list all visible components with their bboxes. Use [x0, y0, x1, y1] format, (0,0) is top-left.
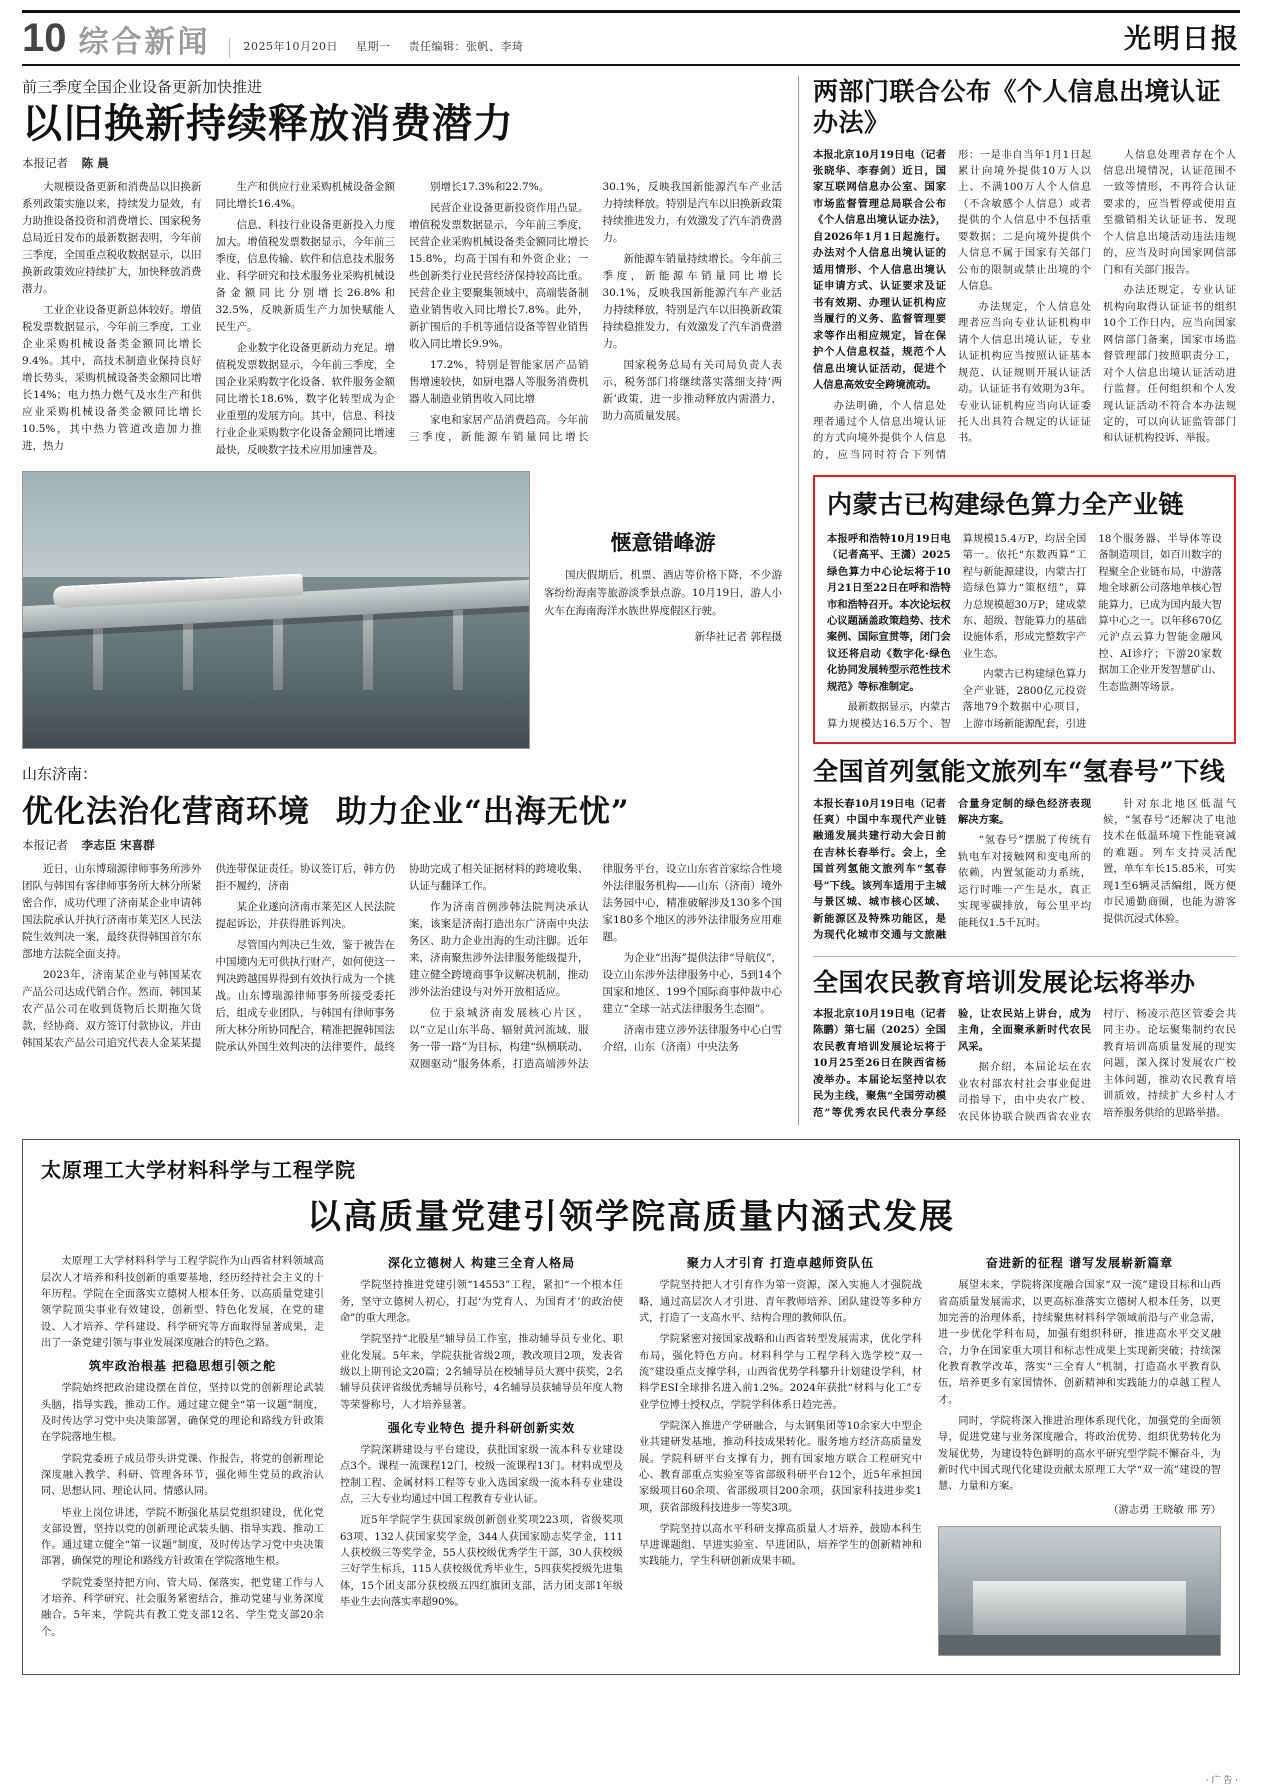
paragraph: 学院紧密对接国家战略和山西省转型发展需求，优化学科布局，强化特色方向。材料科学与工程学科入选学校“双一流”建设重点支撑学科，山西省优势学科攀升计划建设学科，材料学ESI全球排名进入前1.2%。2024年获批“材料与化工”专业学位博士授权点，学院学科体系日趋完善。	[639, 1334, 922, 1411]
paragraph: 国家税务总局有关司局负责人表示，税务部门将继续落实落细支持‘两新’政策，进一步推动释放内需潜力，助力高质量发展。	[602, 359, 782, 422]
lead-kicker: 前三季度全国企业设备更新加快推进	[22, 78, 263, 96]
ad-label: · 广 告 ·	[1205, 1776, 1238, 1786]
paragraph-lead: 本报呼和浩特10月19日电（记者高平、王潇）2025绿色算力中心论坛将于10月21日至22日在呼和浩特市和浩特召开。本次论坛权心议题涵盖政策趋势、技术案例、国际宣贯等，闭门会议还将启动《数字化·绿色化协同发展转型示范性技术规范》等标准制定。	[827, 532, 951, 693]
paragraph: 学院党委坚持把方向、管大局、保落实，把党建工作与人才培养、科学研究、社会服务紧密结合，推动党建与业务深度融合。5年来，学院共有教工党支部12名、学生党支部20余个。	[41, 1577, 324, 1638]
subhead: 筑牢政治根基 把稳思想引领之舵	[88, 1359, 277, 1374]
paragraph: 尽管国内判决已生效，鉴于被告在中国境内无可供执行财产，如何使这一判决跨越国界得到有效执行成为一个挑战。山东博瑞源律师事务所接受委托后，组成专业团队，与韩国有律师事务所大林分所协同配合，精准把握韩国法院承认外国生效判决的法律要件，最终协助完成了相关证据材料的跨境收集、认证与翻译工作。	[215, 863, 589, 1053]
paragraph: 学院始终把政治建设摆在首位，坚持以党的创新理论武装头脑，指导实践，推动工作。通过建立健全“第一议题”制度，及时传达学习党中央决策部署，确保党的理论和路线方针政策在学院落地生根。	[41, 1383, 324, 1444]
paragraph: 学院深入推进产学研融合，与太钢集团等10余家大中型企业共建研发基地，推动科技成果转化。服务地方经济高质量发展。学院科研平台支撑有力，拥有国家地方联合工程研究中心、教育部重点实验室等省部级科研平台12个，近5年承担国家级项目60余项、省部级项目200余项，获国家科技进步奖1项，获省部级科技进步一等奖3项。	[639, 1420, 922, 1514]
paragraph-lead: 本报北京10月19日电（记者陈鹏）第七届（2025）全国农民教育培训发展论坛将于10月25至26日在陕西省杨凌举办。本届论坛坚持以农民为主线，聚焦“全国劳动模范”等优秀农民代表分享经验，让农民站上讲台，成为主角，全面聚承新时代农民风采。	[813, 1008, 1091, 1119]
advertorial-column-3	[639, 1254, 922, 1656]
jinan-body	[22, 861, 782, 1073]
advertorial-block	[22, 1139, 1240, 1675]
paragraph: 为企业“出海”提供法律“导航仪”，设立山东涉外法律服务中心，5到14个国家和地区、199个国际商事仲裁中心建立“全球一站式法律服务生态圈”。	[602, 952, 782, 1015]
paragraph: 学院坚持“北股星”辅导员工作室，推动辅导员专业化、职业化发展。5年来，学院获批省级2项，教改项目2项，发表省级以上期刊论文20篇；2名辅导员在校辅导员大赛中获奖，2名辅导员获评省级优秀辅导员称号，4名辅导员获辅导员年度人物等荣誉称号，人才培养显著。	[340, 1334, 623, 1411]
publish-date: 2025年10月20日	[243, 40, 338, 53]
byline-name: 陈 晨	[81, 156, 109, 170]
story-body-hydrogen-train	[813, 796, 1236, 944]
byline-name: 李志臣 宋喜群	[81, 838, 155, 852]
paragraph: 工业企业设备更新总体较好。增值税发票数据显示，今年前三季度，工业企业采购机械设备类金额同比增长9.4%。其中，高技术制造业保持良好增长势头，采购机械设备类金额同比增长14%；电力热力燃气及水生产和供应业采购机械设备类金额同比增长10.5%，其中热力管道改造加力推进，热力	[22, 304, 202, 452]
paragraph: 某企业遂向济南市莱芜区人民法院提起诉讼，并获得胜诉判决。	[215, 901, 395, 930]
jinan-headline-left: 优化法治化营商环境	[22, 794, 310, 830]
byline-label: 本报记者	[22, 838, 68, 852]
paragraph: 办法规定，个人信息处理者应当向专业认证机构申请个人信息出境认证，专业认证机构应当按照认证基本规范、认证规则开展认证活动。认证证书有效期为3年。专业认证机构应当向认证委托人出具符合规定的认证证书。	[958, 300, 1091, 445]
photo-credit: 新华社记者 郭程摄	[694, 630, 782, 643]
story-body-farmer-forum	[813, 1006, 1236, 1125]
paragraph: 2023年，济南某企业与韩国某农产品公司达成代销合作。然而，韩国某农产品公司在收到货物后长期拖欠货款，经协商、双方签订付款协议，并由韩国某农产品公司追究代表人金某某提供连带保证责任。协议签订后，韩方仍拒不履约，济南	[22, 863, 395, 1049]
byline-label: 本报记者	[22, 156, 68, 170]
paragraph: 生产和供应行业采购机械设备金额同比增长16.4%。	[215, 181, 395, 210]
paragraph: 民营企业设备更新投资作用凸显。增值税发票数据显示，今年前三季度，民营企业采购机械设备类金额同比增长15.8%，均高于国有和外资企业；一些创新类行业民营经济保持较高比重。民营企业主要聚集领域中，高端装备制造业销售收入同比增长7.8%。此外，新扩围后的手机等通信设备等智业销售收入同比增长9.9%。	[409, 202, 589, 350]
lead-body	[22, 179, 782, 459]
editors: 责任编辑：张帆、李琦	[408, 40, 524, 53]
advertorial-headline: 以高质量党建引领学院高质量内涵式发展	[307, 1197, 955, 1238]
paragraph: 内蒙古已构建绿色算力全产业链，2800亿元投资落地79个数据中心项目，上游市场新能源配套，引进18个服务器、半导体等设备制造项目，如百川数字的程聚全企业链布局，中游落地全球新公司落地单核心智能算力，已成为国内最大智算中心之一。以年移670亿元沪点云算力智能金融风控、AI诊疗；下游20家数据加工企业开发智慧矿山、生态监测等场景。	[962, 532, 1222, 730]
paragraph: 办法明确，个人信息处理者通过个人信息出境认证的方式向境外提供个人信息的，应当同时符合下列情形：一是非自当年1月1日起累计向境外提供10万人以上、不满100万人个人信息（不含敏感个人信息）或者提供的个人信息中不包括重要数据；二是向境外提供个人信息不属于国家有关部门公布的限制或禁止出境的个人信息。	[813, 148, 1091, 461]
paper-logo: 光明日报	[1124, 24, 1240, 55]
paragraph: 企业数字化设备更新动力充足。增值税发票数据显示，今年前三季度，全国企业采购数字化设备、软件服务金额同比增长18.6%，数字化转型成为企业重塑的发展方向。其中，信息、科技行业企业采购数字化设备金额同比增速最快，反映数字技术应用加速普及。	[215, 342, 395, 456]
lead-headline: 以旧换新持续释放消费潜力	[22, 100, 514, 147]
right-column	[798, 76, 1236, 1125]
paragraph: 大规模设备更新和消费品以旧换新系列政策实施以来，持续发力显效，有力助推设备投资和消费增长、国家税务总局近日发布的最新数据表明，今年前三季度，全国重点税收数据显示，以旧换新政策效应持续扩大，加快释放消费潜力。	[22, 181, 202, 295]
paragraph-lead: 本报北京10月19日电（记者张晓华、李春剑）近日，国家互联网信息办公室、国家市场监督管理总局联合公布《个人信息出境认证办法》，自2026年1月1日起施行。办法对个人信息出境认证的适用情形、个人信息出境认证申请方式、认证要求及证书有效期、办理认证机构应当履行的义务、监督管理要求等作出相应规定，旨在保护个人信息权益，规范个人信息出境认证活动，促进个人信息高效安全跨境流动。	[813, 148, 946, 392]
subhead: 深化立德树人 构建三全育人格局	[387, 1256, 576, 1271]
paragraph: 学院坚持以高水平科研支撑高质量人才培养，鼓励本科生早进课题组、早进实验室、早进团队，培养学生的创新精神和实践能力，学生科研创新成果丰硕。	[639, 1523, 922, 1568]
advertorial-column-2	[340, 1254, 623, 1656]
story-body-neimenggu	[827, 531, 1222, 733]
paragraph: 学院坚持把人才引育作为第一资源，深入实施人才强院战略，通过高层次人才引进、青年教师培养、团队建设等多种方式，打造了一支高水平、结构合理的教师队伍。	[639, 1280, 922, 1325]
paragraph: 近5年学院学生获国家级创新创业奖项223项，省级奖项63项、132人获国家奖学金，344人获国家励志奖学金，111人获校级三等奖学金，55人获校级优秀学生干部，30人获校级三好学生标兵，115人获校级优秀毕业生，5四获奖授级先进集体，15个团支部分获校级五四红旗团支部，活力团支部1年级毕业生去向落实率超90%。	[340, 1515, 623, 1608]
subhead: 聚力人才引育 打造卓越师资队伍	[686, 1256, 875, 1271]
paragraph: 位于泉城济南发展核心片区，以“立足山东半岛、辐射黄河流域、服务一带一路”为目标，构建“纵横联动、双圈驱动”服务体系，打造高端涉外法律服务平台，设立山东省首家综合性境外法律服务机构——山东（济南）境外法务园中心，精准破解涉及130多个国家180多个地区的涉外法律服务应用难题。	[409, 863, 782, 1070]
advertorial-photo	[938, 1526, 1221, 1656]
masthead	[22, 17, 1240, 66]
jinan-headline	[22, 786, 782, 831]
paragraph: 近日，山东博瑞源律师事务所涉外团队与韩国有客律师事务所大林分所紧密合作，成功代理了济南某企业申请韩国法院承认并执行济南市莱芜区人民法院生效判决一案，最终获得韩国首尔东部地方法院全面支持。	[22, 863, 202, 960]
paragraph: 济南市建立涉外法律服务中心白雪介绍，山东（济南）中央法务	[602, 1024, 782, 1053]
story-headline-neimenggu: 内蒙古已构建绿色算力全产业链	[827, 490, 1185, 520]
story-body-personal-info	[813, 147, 1236, 464]
photo-feature	[22, 471, 782, 749]
photo-caption: 国庆假期后，机票、酒店等价格下降，不少游客纷纷海南等旅游淡季景点游。10月19日，游人小火车在海南海洋水族世界度假区行驶。	[544, 569, 782, 617]
paragraph: 作为济南首例涉韩法院判决承认案，该案是济南打造出东广济南中央法务区、助力企业出海的生动注脚。近年来，济南聚焦涉外法律服务能级提升，建立健全跨境商事争议解决机制，推动涉外法治建设与对外开放相适应。	[409, 901, 589, 998]
highlighted-story-box	[813, 475, 1236, 744]
paragraph: 针对东北地区低温气候，“氢春号”还解决了电池技术在低温环境下性能衰减的难题。列车支持灵活配置，单车车长15.85米，可实现1至6辆灵活编组，既方便市民通勤商圈，也能为游客提供沉浸式体验。	[1103, 797, 1236, 925]
left-column	[22, 76, 782, 1125]
advertorial-column-4	[938, 1254, 1221, 1656]
paragraph: 信息、科技行业设备更新投入力度加大。增值税发票数据显示，今年前三季度，信息传输、软件和信息技术服务业、科学研究和技术服务业采购机械设备金额同比分别增长26.8%和32.5%，反映新质生产力加快赋能人民生产。	[215, 219, 395, 333]
jinan-headline-right: 助力企业“出海无忧”	[336, 794, 630, 830]
paragraph: 最新数据显示，内蒙古算力规模达16.5万个、智算规模15.4万P，均居全国第一。依托“东数西算”工程与新能源建设，内蒙古打造绿色算力“策枢纽”，算力总规模超30万P，建成蒙东、超级、智能算力的基础设施体系，形成完整数字产业生态。	[827, 532, 1087, 730]
paragraph: 别增长17.3%和22.7%。	[430, 181, 550, 193]
story-headline-farmer-forum: 全国农民教育培训发展论坛将举办	[813, 967, 1196, 997]
page-number: 10	[22, 16, 67, 60]
story-headline-hydrogen-train: 全国首列氢能文旅列车“氢春号”下线	[813, 757, 1226, 787]
advertorial-signature: （游志勇 王晓敏 邢 芳）	[1108, 1503, 1221, 1516]
advertorial-org: 太原理工大学材料科学与工程学院	[41, 1158, 356, 1183]
photo-title: 惬意错峰游	[610, 530, 716, 555]
paragraph: 据介绍，本届论坛在农业农村部农村社会事业促进司指导下，由中央农广校、农民体协联合陕西省农业农村厅、杨凌示范区管委会共同主办。论坛聚集制约农民教育培训高质量发展的现实问题，深入探讨发展农广校主体问题，推动农民教育培训质效，持续扩大乡村人才培养服务供给的思路举措。	[958, 1008, 1236, 1123]
paragraph: 家电和家居产品消费趋高。今年前三季度，新能源车销量同比增长30.1%，反映我国新能源汽车产业活力持续释放。特别是汽车以旧换新政策持续推进发力，有效激发了汽车消费潜力。	[409, 181, 782, 443]
feature-photo	[22, 471, 530, 749]
paragraph: 学院坚持推进党建引领“14553”工程，紧扣“一个根本任务，坚守立德树人初心，打起‘为党育人、为国育才’的政治使命”的重大理念。	[340, 1280, 623, 1325]
jinan-byline	[22, 837, 782, 853]
photo-caption-block	[544, 471, 782, 749]
subhead: 奋进新的征程 谱写发展崭新篇章	[985, 1256, 1174, 1271]
paragraph: 学院党委班子成员带头讲党课、作报告，将党的创新理论深度融入教学、科研、管理各环节，强化师生党员的政治认同、思想认同、理论认同、情感认同。	[41, 1453, 324, 1498]
divider	[813, 956, 1236, 957]
section-name: 综合新闻	[78, 25, 211, 60]
paragraph: 办法还规定，专业认证机构向取得认证证书的组织10个工作日内，应当向国家网信部门备案，国家市场监督管理部门按照职责分工，对个人信息出境认证活动进行监督。任何组织和个人发现认证活动不符合本办法规定的，可以向认证监管部门和认证机构投诉、举报。	[1103, 284, 1236, 445]
story-headline-personal-info: 两部门联合公布《个人信息出境认证办法》	[813, 77, 1222, 138]
paragraph: 展望未来，学院将深度融合国家“双一流”建设目标和山西省高质量发展需求，以更高标准落实立德树人根本任务，以更加完善的治理体系，持续聚焦材料科学领域前沿与产业急需，进一步优化学科布局，加强有组织科研，推进高水平交叉融合，力争在国家重大项目和标志性成果上实现新突破；持续深化教育教学改革，落实“三全育人”机制，打造高水平教育队伍，培养更多有家国情怀、创新精神和实践能力的卓越工程人才。	[938, 1280, 1221, 1406]
jinan-kicker: 山东济南：	[22, 765, 98, 783]
paragraph: 学院深耕建设与平台建设，获批国家级一流本科专业建设点3个。课程一流课程12门，校级一流课程13门。材料成型及控制工程、金属材料工程等专业入选国家级一流本科专业建设点，三大专业均通过中国工程教育专业认证。	[340, 1445, 623, 1506]
paragraph: 17.2%，特别是智能家居产品销售增速较快，如厨电器人等服务消费机器人制造业销售收入同比增	[409, 359, 589, 405]
paragraph: 太原理工大学材料科学与工程学院作为山西省材料领域高层次人才培养和科技创新的重要基地，经历经持社会主义的十年历程。学院在全面落实立德树人根本任务、以高质量党建引领学院顶尖事业有效建设，创新型、特色化发展，在党的建设、人才培养、学科建设、科学研究等方面取得显著成果，走出了一条党建引领与事业发展深度融合的特色之路。	[41, 1256, 324, 1349]
top-rule	[22, 10, 1240, 13]
main-content	[22, 76, 1240, 1125]
paragraph: 新能源车销量持续增长。今年前三季度，新能源车销量同比增长30.1%，反映我国新能源汽车产业活力持续释放，特别是汽车以旧换新政策持续稳推发力，有效激发了汽车消费潜力。	[602, 253, 782, 350]
masthead-meta	[229, 38, 538, 58]
paragraph-lead: 本报长春10月19日电（记者任爽）中国中车现代产业链融通发展共建行动大会日前在吉林长春举行。会上，全国首列氢能文旅列车“氢春号”下线。该列车适用于主城与景区城、城市核心区域、新能源区及特殊功能区，是为现代化城市交通与文旅融合量身定制的绿色经济表现解决方案。	[813, 797, 1091, 942]
paragraph: 毕业上岗位讲述，学院不断强化基层党组织建设，优化党支部设置，坚持以党的创新理论武装头脑、指导实践、推动工作。通过建立健全“第一议题”制度，及时传达学习党中央决策部署，确保党的理论和路线方针政策在学院落地生根。	[41, 1507, 324, 1568]
paragraph: 人信息处理者存在个人信息出境情况，认证范围不一致等情形，不再符合认证要求的，应当暂停或使用直至撤销相关认证证书、发现个人信息出境活动违法违规的，应当及时向国家网信部门和有关部门报告。	[1103, 148, 1236, 276]
paragraph: 同时，学院将深入推进治理体系现代化，加强党的全面领导，促进党建与业务深度融合，将政治优势、组织优势转化为发展优势，为建设特色鲜明的高水平研究型学院不懈奋斗，为新时代中国式现代化建设贡献太原理工大学“双一流”建设的智慧、力量和方案。	[938, 1415, 1221, 1493]
advertorial-columns	[41, 1254, 1221, 1656]
advertorial-column-1	[41, 1254, 324, 1656]
subhead: 强化专业特色 提升科研创新实效	[387, 1420, 576, 1435]
lead-byline	[22, 155, 782, 171]
paragraph: “氢春号”摆脱了传统有轨电车对接触网和变电所的依赖，内置氢能动力系统，运行时唯一产生是水，真正实现零碳排放，每公里平均能耗仅1.5千瓦时。	[958, 834, 1091, 929]
weekday: 星期一	[356, 40, 391, 53]
